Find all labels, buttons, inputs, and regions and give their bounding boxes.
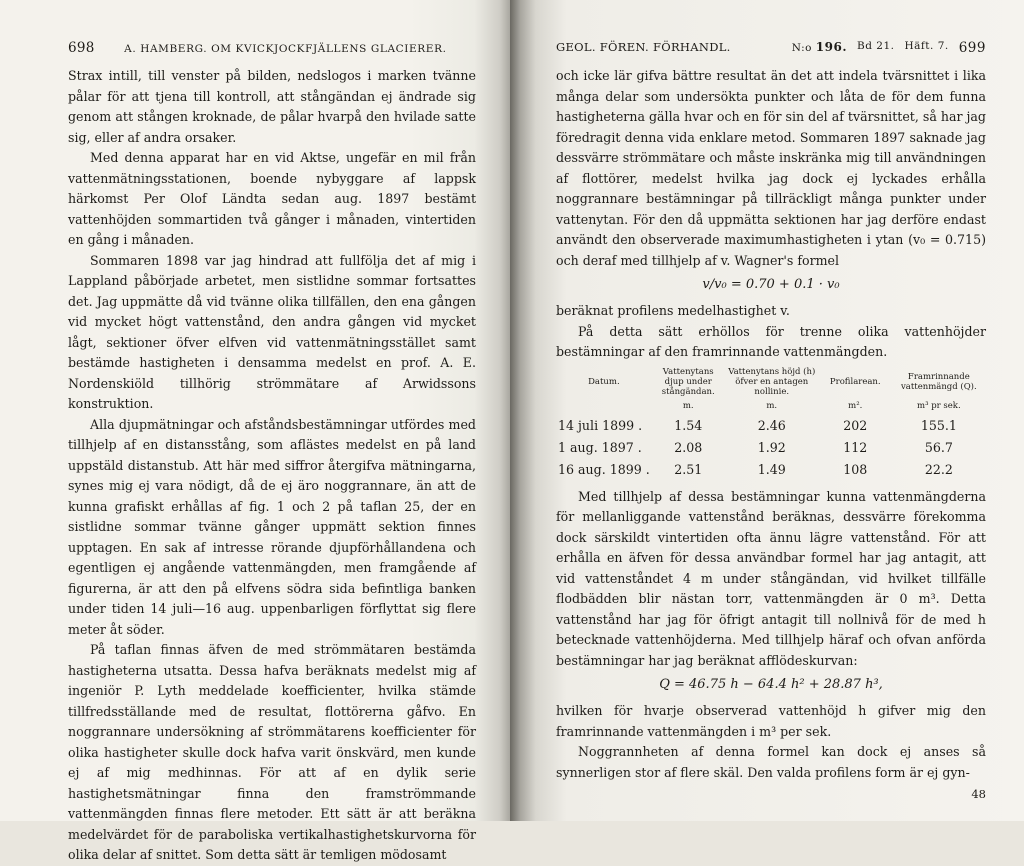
unit-area: m².: [848, 400, 863, 411]
cell-height: 1.49: [757, 461, 786, 477]
issue-prefix: N:o: [791, 42, 812, 54]
table-row: [556, 437, 986, 459]
right-paragraph-2: beräknat profilens medelhastighet v.: [556, 303, 790, 318]
left-page: [0, 0, 510, 862]
cell-height: 2.46: [757, 417, 786, 433]
right-running-title: GEOL. FÖREN. FÖRHANDL.: [556, 40, 731, 54]
right-paragraph-5: hvilken för hvarje observerad vattenhöjd h gifver mig den framrinnande vattenmängden i m³ per sek.: [556, 703, 986, 739]
left-paragraph-4: Alla djupmätningar och afståndsbestämningar utfördes med tillhjelp af en distansstång, som aflästes medelst en på land uppstäld distanstub. Att här med siffror återgifva mätningarna, synes mig ej vara nödigt, då de ej äro noggrannare, än att de kunna grafiskt erhållas af fig. 1 och 2 på taflan 25, der en sistlidne sommar tvänne gånger uppmätt sektion finnes upptagen. En sak af intresse rörande djupförhållandena och egentligen ej angående vattenmängden, men framgående af figurerna, är att den på elfvens södra sida befintliga banken under tiden 14 juli—16 aug. uppenbarligen förflyttat sig flere meter åt söder.: [68, 416, 476, 637]
cell-area: 108: [843, 461, 868, 477]
cell-discharge: 56.7: [924, 439, 953, 455]
table-header-discharge: Framrinnande vattenmängd (Q).: [901, 371, 977, 392]
left-paragraph-3: Sommaren 1898 var jag hindrad att fullfölja det af mig i Lappland påbörjade arbetet, men sistlidne sommar fortsattes det. Jag uppmätte då vid tvänne olika tillfällen, den ena gången vid mycket högt vattenstånd, den andra gången vid mycket lågt, sektioner öfver elfven vid vattenmätningsstället samt bestämde hastigheten i densamma medelst en prof. A. E. Nordenskiöld tillhörig strömmätare af Arwidssons konstruktion.: [68, 252, 476, 411]
formula-wagner: v/v₀ = 0.70 + 0.1 · v₀: [702, 277, 840, 292]
right-paragraph-1: och icke lär gifva bättre resultat än det att indela tvärsnittet i lika många delar som undersökta punkter och låta de för dem funna hastigheterna gälla hvar och en för sin del af tvärsnittet, så har jag föredragit denna vida enklare metod. Sommaren 1897 saknade jag dessvärre strömmätare och måste inskränka mig till användningen af flottörer, medelst hvilka jag dock ej lyckades erhålla noggrannare bestämningar på tillräckligt många punkter under vattenytan. För den då uppmätta sektionen har jag derföre endast användt den observerade maximumhastigheten i ytan (v₀ = 0.715) och deraf med tillhjelp af v. Wagner's formel: [556, 68, 986, 268]
cell-height: 1.92: [757, 439, 786, 455]
left-running-title: A. HAMBERG. OM KVICKJOCKFJÄLLENS GLACIERER.: [124, 43, 447, 55]
table-header-height: Vattenytans höjd (h) öfver en antagen nollinie.: [728, 366, 816, 397]
right-paragraph-4: Med tillhjelp af dessa bestämningar kunna vattenmängderna för mellanliggande vattenstånd beräknas, dessvärre förekomma dock särskildt vintertiden ofta ännu lägre vattenstånd. För att erhålla en äfven för dessa användbar formel har jag antagit, att vid vattenståndet 4 m under stångändan, vid hvilket tillfälle flodbädden blir nästan torr, vattenmängden är 0 m³. Detta vattenstånd har jag för öfrigt antagit till nollnivå för de med h betecknade vattenhöjderna. Med tillhjelp häraf och ofvan anförda bestämningar har jag beräknat afflödeskurvan:: [556, 488, 986, 668]
table-row: [556, 415, 986, 437]
left-paragraph-1: Strax intill, till venster på bilden, nedslogos i marken tvänne pålar för att tjena till kontroll, att stångändan ej ändrade sig genom att stången kroknade, de pålar hvarpå den hvilade satte sig, eller af andra orsaker.: [68, 68, 476, 145]
table-header-date: Datum.: [588, 376, 620, 387]
cell-depth: 1.54: [674, 417, 703, 433]
right-paragraph-6: Noggrannheten af denna formel kan dock ej anses så synnerligen stor af flere skäl. Den valda profilens form är ej gyn-: [556, 744, 986, 780]
left-paragraph-2: Med denna apparat har en vid Aktse, ungefär en mil från vattenmätningsstationen, boende nybyggare af lappsk härkomst Per Olof Ländta sedan aug. 1897 bestämt vattenhöjden sommartiden två gånger i månaden, vintertiden en gång i månaden.: [68, 150, 476, 247]
volume-label: Bd 21.: [857, 40, 895, 52]
discharge-table: [556, 367, 986, 481]
table-header-depth: Vattenytans djup under stångändan.: [661, 366, 715, 397]
left-page-number: 698: [68, 40, 95, 56]
issue-number: 196.: [815, 40, 848, 54]
cell-date: 14 juli 1899 .: [558, 417, 643, 433]
cell-date: 16 aug. 1899 .: [558, 461, 650, 477]
formula-discharge-curve: Q = 46.75 h − 64.4 h² + 28.87 h³,: [659, 677, 883, 692]
unit-discharge: m³ pr sek.: [917, 400, 961, 411]
part-label: Häft. 7.: [904, 40, 949, 52]
signature-mark: 48: [971, 787, 986, 801]
table-header-row: [556, 367, 986, 399]
right-page: [510, 0, 1024, 821]
cell-date: 1 aug. 1897 .: [558, 439, 642, 455]
cell-area: 202: [843, 417, 868, 433]
right-paragraph-3: På detta sätt erhöllos för trenne olika vattenhöjder bestämningar af den framrinnande vattenmängden.: [556, 323, 986, 359]
cell-area: 112: [843, 439, 868, 455]
right-running-head: [556, 40, 986, 56]
left-paragraph-5: På taflan finnas äfven de med strömmätaren bestämda hastigheterna utsatta. Dessa hafva beräknats medelst mig af ingeniör P. Lyth meddelade koefficienter, hvilka stämde tillfredsställande med de resultat, flottörerna gåfvo. En noggrannare undersökning af strömmätarens koefficienter för olika hastigheter skulle dock hafva varit önskvärd, men kunde ej af mig medhinnas. För att af en dylik serie hastighetsmätningar finna den framströmmande vattenmängden finnas flere metoder. Ett sätt är att beräkna medelvärdet för de paraboliska vertikalhastighetskurvorna för olika delar af snittet. Som detta sätt är temligen mödosamt: [68, 642, 476, 862]
table-units-row: [556, 399, 986, 415]
cell-depth: 2.51: [674, 461, 703, 477]
issue-info: [792, 40, 986, 56]
cell-discharge: 155.1: [920, 417, 957, 433]
unit-depth: m.: [682, 400, 694, 411]
table-header-area: Profilarean.: [829, 376, 881, 387]
cell-depth: 2.08: [674, 439, 703, 455]
unit-height: m.: [766, 400, 778, 411]
table-row: [556, 459, 986, 481]
cell-discharge: 22.2: [924, 461, 953, 477]
left-running-head: [68, 40, 476, 56]
unit-date: [556, 399, 652, 415]
right-page-number: 699: [958, 40, 986, 56]
